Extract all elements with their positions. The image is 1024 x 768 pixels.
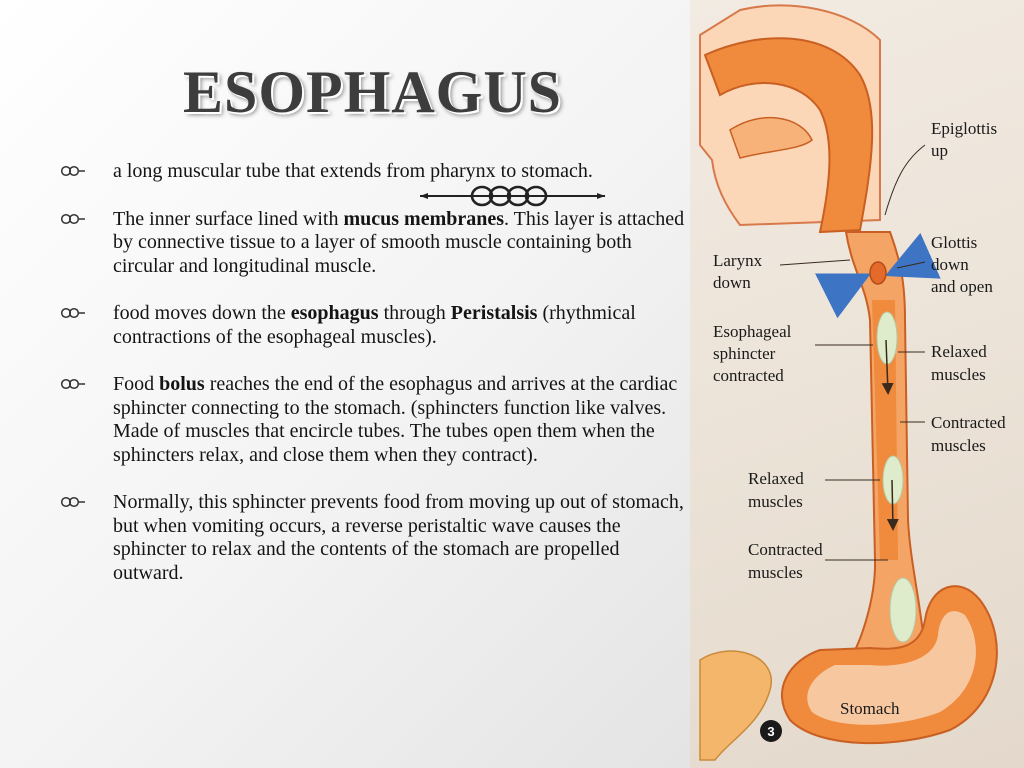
bullet-item: [58, 208, 688, 279]
label-contracted-bottom-line2: muscles: [748, 563, 803, 582]
bullet-ornament-icon: [60, 305, 86, 321]
esophagus-tube: [846, 232, 925, 650]
label-glottis-line2: down: [931, 255, 969, 274]
bullet-text: The inner surface lined with: [113, 207, 344, 230]
label-glottis-line1: Glottis: [931, 233, 978, 252]
label-contracted-top-line2: muscles: [931, 436, 986, 455]
bullet-list: [58, 160, 688, 609]
label-relaxed-bottom-line2: muscles: [748, 492, 803, 511]
bullet-item: [58, 491, 688, 585]
label-sphincter-line3: contracted: [713, 366, 784, 385]
bullet-emphasis: mucus membranes: [343, 207, 505, 230]
label-larynx-line2: down: [713, 273, 751, 292]
bullet-text: a long muscular tube that extends from pharynx to stomach.: [113, 160, 593, 182]
label-relaxed-bottom-line1: Relaxed: [748, 469, 804, 488]
glottis-arrow-left-icon: [842, 278, 862, 288]
label-contracted-top-line1: Contracted: [931, 413, 1006, 432]
bullet-emphasis: esophagus: [290, 302, 379, 324]
bullet-text: through: [378, 302, 451, 324]
bullet-ornament-icon: [60, 376, 86, 392]
figure-number: 3: [767, 724, 775, 739]
bullet-text: food moves down the: [113, 302, 291, 324]
label-sphincter-line1: Esophageal: [713, 322, 792, 341]
bullet-ornament-icon: [60, 211, 86, 227]
bullet-text: reaches the end of the esophagus and arrives at the cardiac sphincter connecting to the stomach. (sphincters function like valves. Made of muscles that encircle tubes. The tubes open them when the sphincters relax, and close them when they contract).: [113, 373, 678, 466]
label-epiglottis-line1: Epiglottis: [931, 119, 998, 138]
label-epiglottis-line2: up: [931, 141, 948, 160]
bullet-ornament-icon: [60, 494, 86, 510]
label-relaxed-top-line1: Relaxed: [931, 342, 987, 361]
bullet-ornament-icon: [60, 163, 86, 179]
bullet-item: [58, 160, 688, 184]
bullet-text: Normally, this sphincter prevents food from moving up out of stomach, but when vomiting occurs, a reverse peristaltic wave causes the sphincter to relax and the contents of the stomach are propelled outward.: [113, 491, 684, 584]
face-profile: [700, 5, 880, 232]
label-sphincter-line2: sphincter: [713, 344, 776, 363]
label-larynx-line1: Larynx: [713, 251, 763, 270]
esophagus-diagram: [690, 0, 1024, 768]
swallowing-illustration: [690, 0, 1024, 768]
label-relaxed-top-line2: muscles: [931, 365, 986, 384]
bullet-item: [58, 373, 688, 467]
label-stomach: Stomach: [840, 699, 900, 718]
bullet-item: [58, 302, 688, 349]
bullet-emphasis: Peristalsis: [450, 302, 538, 324]
bullet-emphasis: bolus: [159, 373, 205, 395]
bullet-text: Food: [113, 373, 160, 395]
label-glottis-line3: and open: [931, 277, 993, 296]
bullet-text: (rhythmical contractions of the esophageal muscles).: [113, 302, 636, 348]
slide-title: ESOPHAGUS: [182, 59, 563, 125]
stomach-shape: [700, 586, 997, 760]
label-contracted-bottom-line1: Contracted: [748, 540, 823, 559]
bullet-text: . This layer is attached by connective tissue to a layer of smooth muscle containing both circular and longitudinal muscle.: [113, 207, 685, 277]
